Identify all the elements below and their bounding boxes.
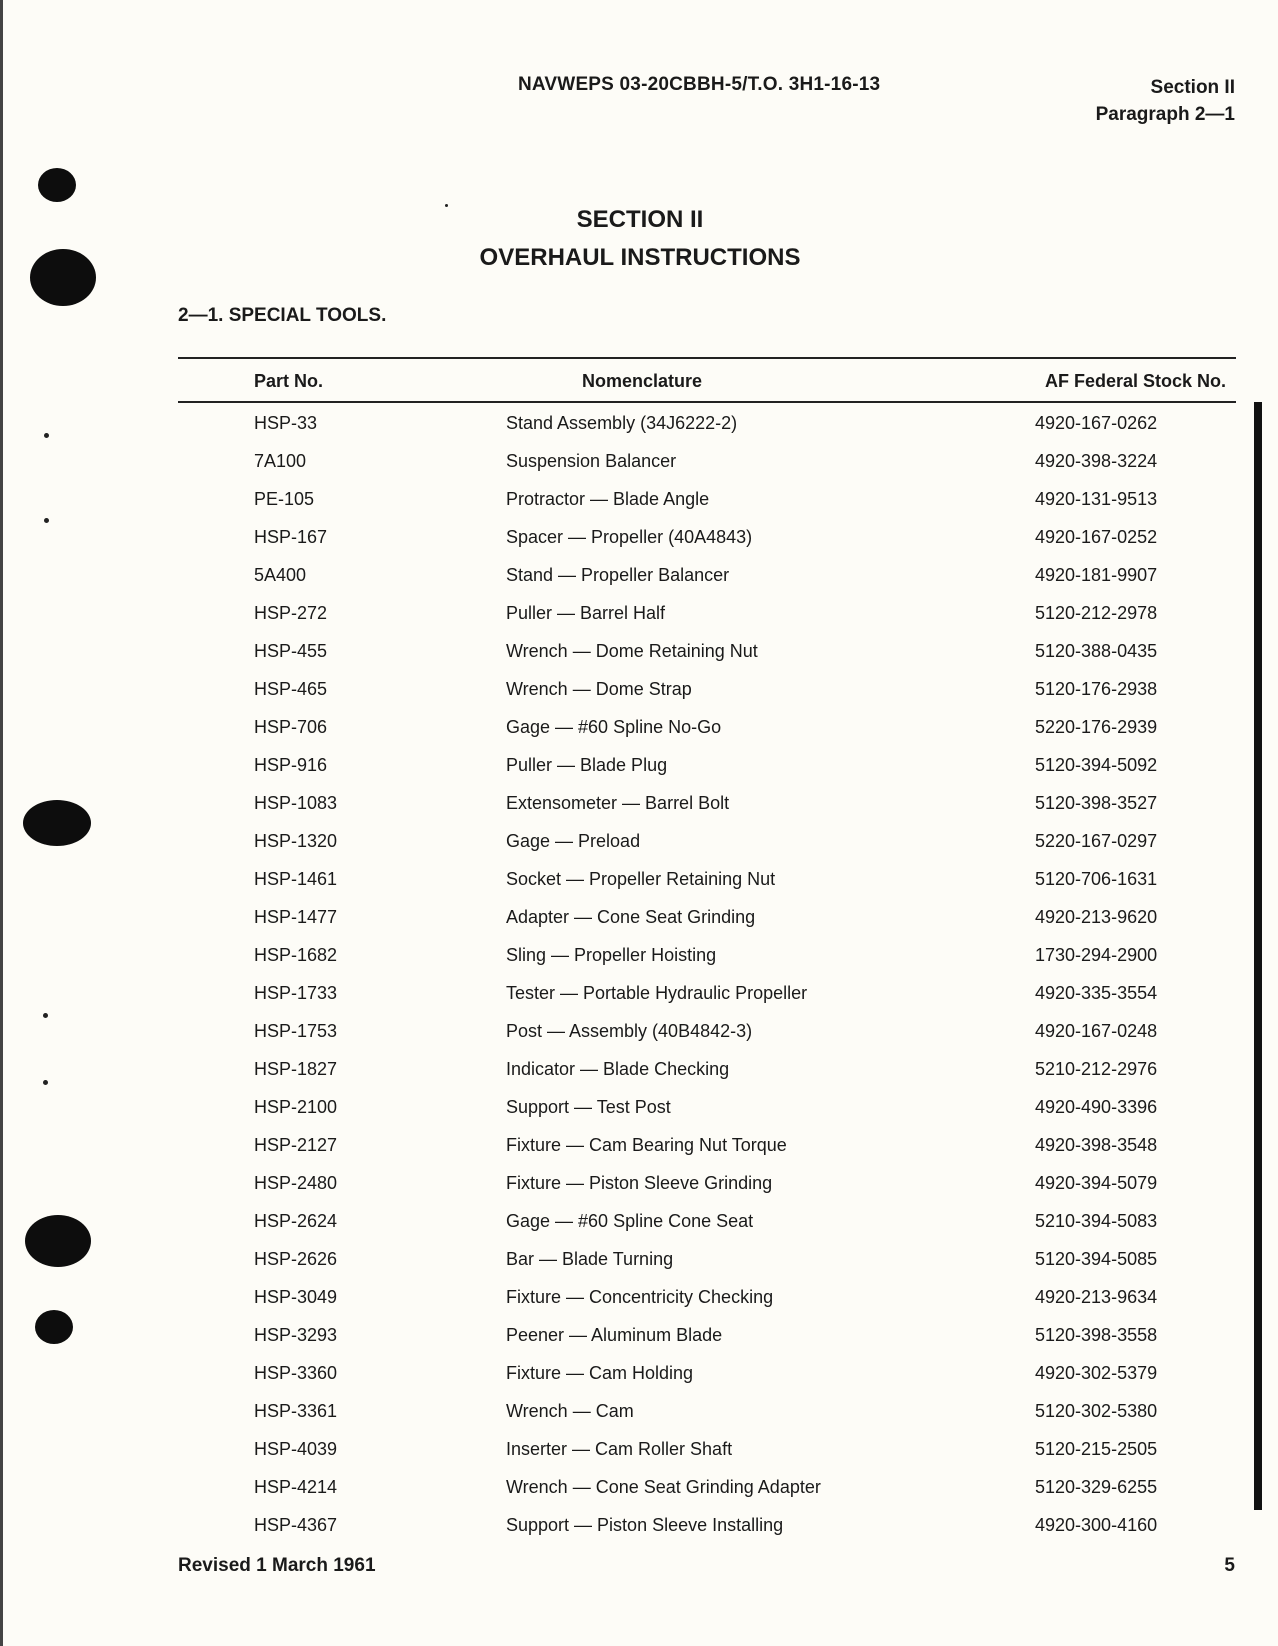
table-row	[178, 1325, 1236, 1363]
nomenclature: Sling — Propeller Hoisting	[506, 945, 717, 965]
section-label: Section II	[1150, 77, 1235, 98]
table-row	[178, 413, 1236, 451]
nomenclature: Fixture — Cam Holding	[506, 1363, 694, 1383]
part-number: HSP-4367	[254, 1515, 338, 1535]
nomenclature: Socket — Propeller Retaining Nut	[506, 869, 776, 889]
part-number: HSP-706	[254, 717, 328, 737]
stock-number: 4920-167-0248	[1035, 1021, 1158, 1041]
nomenclature: Gage — Preload	[506, 831, 641, 851]
stock-number: 4920-335-3554	[1035, 983, 1158, 1003]
part-number: HSP-3049	[254, 1287, 338, 1307]
nomenclature: Stand Assembly (34J6222-2)	[506, 413, 738, 433]
stock-number: 5120-212-2978	[1035, 603, 1158, 623]
document-number: NAVWEPS 03-20CBBH-5/T.O. 3H1-16-13	[518, 74, 881, 95]
table-row	[178, 1363, 1236, 1401]
nomenclature: Wrench — Cam	[506, 1401, 634, 1421]
stock-number: 4920-213-9634	[1035, 1287, 1158, 1307]
table-row	[178, 1211, 1236, 1249]
part-number: HSP-1753	[254, 1021, 338, 1041]
part-number: HSP-3293	[254, 1325, 338, 1345]
nomenclature: Puller — Blade Plug	[506, 755, 668, 775]
stock-number: 5210-212-2976	[1035, 1059, 1158, 1079]
table-header	[178, 359, 1236, 401]
part-number: HSP-1461	[254, 869, 338, 889]
stock-number: 5220-176-2939	[1035, 717, 1158, 737]
punch-hole-icon	[38, 168, 76, 202]
nomenclature: Peener — Aluminum Blade	[506, 1325, 723, 1345]
table-row	[178, 1401, 1236, 1439]
part-number: HSP-33	[254, 413, 318, 433]
nomenclature: Stand — Propeller Balancer	[506, 565, 730, 585]
speck-mark	[44, 518, 49, 523]
stock-number: 5120-176-2938	[1035, 679, 1158, 699]
part-number: HSP-916	[254, 755, 328, 775]
part-number: PE-105	[254, 489, 315, 509]
part-number: 7A100	[254, 451, 307, 471]
column-header-nomenclature: Nomenclature	[582, 371, 703, 391]
table-row	[178, 1249, 1236, 1287]
table-row	[178, 1287, 1236, 1325]
part-number: HSP-1320	[254, 831, 338, 851]
table-row	[178, 1135, 1236, 1173]
nomenclature: Fixture — Piston Sleeve Grinding	[506, 1173, 773, 1193]
stock-number: 5120-398-3558	[1035, 1325, 1158, 1345]
part-number: HSP-3361	[254, 1401, 338, 1421]
table-row	[178, 1097, 1236, 1135]
table-row	[178, 641, 1236, 679]
stock-number: 5120-706-1631	[1035, 869, 1158, 889]
part-number: HSP-4214	[254, 1477, 338, 1497]
table-row	[178, 1021, 1236, 1059]
nomenclature: Extensometer — Barrel Bolt	[506, 793, 730, 813]
page-number: 5	[1224, 1555, 1235, 1576]
part-number: HSP-272	[254, 603, 328, 623]
table-row	[178, 755, 1236, 793]
special-tools-table	[178, 357, 1236, 1553]
nomenclature: Bar — Blade Turning	[506, 1249, 674, 1269]
stock-number: 4920-394-5079	[1035, 1173, 1158, 1193]
stock-number: 5120-394-5092	[1035, 755, 1158, 775]
part-number: HSP-465	[254, 679, 328, 699]
part-number: HSP-2127	[254, 1135, 338, 1155]
table-row	[178, 717, 1236, 755]
part-number: HSP-455	[254, 641, 328, 661]
nomenclature: Fixture — Cam Bearing Nut Torque	[506, 1135, 787, 1155]
revision-date: Revised 1 March 1961	[178, 1555, 376, 1576]
nomenclature: Support — Test Post	[506, 1097, 671, 1117]
revision-change-bar	[1254, 402, 1262, 1510]
nomenclature: Wrench — Dome Retaining Nut	[506, 641, 758, 661]
stock-number: 4920-490-3396	[1035, 1097, 1158, 1117]
table-row	[178, 489, 1236, 527]
stock-number: 5120-302-5380	[1035, 1401, 1158, 1421]
stock-number: 5120-215-2505	[1035, 1439, 1158, 1459]
part-number: HSP-2100	[254, 1097, 338, 1117]
stock-number: 4920-167-0262	[1035, 413, 1158, 433]
table-row	[178, 945, 1236, 983]
punch-hole-icon	[25, 1215, 91, 1267]
nomenclature: Wrench — Dome Strap	[506, 679, 692, 699]
nomenclature: Spacer — Propeller (40A4843)	[506, 527, 753, 547]
stock-number: 4920-131-9513	[1035, 489, 1158, 509]
nomenclature: Adapter — Cone Seat Grinding	[506, 907, 756, 927]
stock-number: 5120-394-5085	[1035, 1249, 1158, 1269]
nomenclature: Suspension Balancer	[506, 451, 677, 471]
stock-number: 4920-213-9620	[1035, 907, 1158, 927]
nomenclature: Gage — #60 Spline No-Go	[506, 717, 722, 737]
stock-number: 4920-398-3548	[1035, 1135, 1158, 1155]
table-row	[178, 1439, 1236, 1477]
speck-mark	[43, 1080, 48, 1085]
nomenclature: Puller — Barrel Half	[506, 603, 666, 623]
table-row	[178, 565, 1236, 603]
stock-number: 5220-167-0297	[1035, 831, 1158, 851]
nomenclature: Indicator — Blade Checking	[506, 1059, 730, 1079]
part-number: HSP-1682	[254, 945, 338, 965]
nomenclature: Inserter — Cam Roller Shaft	[506, 1439, 733, 1459]
page-edge	[0, 0, 3, 1646]
stock-number: 4920-181-9907	[1035, 565, 1158, 585]
stock-number: 4920-167-0252	[1035, 527, 1158, 547]
nomenclature: Fixture — Concentricity Checking	[506, 1287, 774, 1307]
stock-number: 5120-388-0435	[1035, 641, 1158, 661]
stock-number: 5120-398-3527	[1035, 793, 1158, 813]
section-reference	[1096, 74, 1235, 128]
part-number: HSP-3360	[254, 1363, 338, 1383]
section-name-title: OVERHAUL INSTRUCTIONS	[479, 244, 801, 271]
speck-mark	[44, 433, 49, 438]
part-number: HSP-167	[254, 527, 328, 547]
part-number: HSP-1827	[254, 1059, 338, 1079]
part-number: HSP-4039	[254, 1439, 338, 1459]
nomenclature: Tester — Portable Hydraulic Propeller	[506, 983, 808, 1003]
table-row	[178, 451, 1236, 489]
paragraph-label: Paragraph 2—1	[1095, 104, 1235, 125]
table-row	[178, 1515, 1236, 1553]
stock-number: 4920-398-3224	[1035, 451, 1158, 471]
table-row	[178, 869, 1236, 907]
table-row	[178, 1173, 1236, 1211]
nomenclature: Post — Assembly (40B4842-3)	[506, 1021, 753, 1041]
section-number-title: SECTION II	[576, 206, 704, 233]
stock-number: 1730-294-2900	[1035, 945, 1158, 965]
stock-number: 4920-302-5379	[1035, 1363, 1158, 1383]
nomenclature: Wrench — Cone Seat Grinding Adapter	[506, 1477, 821, 1497]
nomenclature: Gage — #60 Spline Cone Seat	[506, 1211, 754, 1231]
table-row	[178, 527, 1236, 565]
part-number: HSP-2624	[254, 1211, 338, 1231]
nomenclature: Protractor — Blade Angle	[506, 489, 710, 509]
paragraph-heading: 2—1. SPECIAL TOOLS.	[178, 305, 387, 326]
table-row	[178, 983, 1236, 1021]
punch-hole-icon	[35, 1310, 73, 1344]
speck-mark	[43, 1013, 48, 1018]
nomenclature: Support — Piston Sleeve Installing	[506, 1515, 784, 1535]
part-number: HSP-1733	[254, 983, 338, 1003]
table-row	[178, 793, 1236, 831]
table-row	[178, 907, 1236, 945]
table-row	[178, 679, 1236, 717]
stock-number: 5120-329-6255	[1035, 1477, 1158, 1497]
stock-number: 5210-394-5083	[1035, 1211, 1158, 1231]
table-row	[178, 1477, 1236, 1515]
punch-hole-icon	[23, 800, 91, 846]
part-number: HSP-2480	[254, 1173, 338, 1193]
table-body	[178, 403, 1236, 1553]
table-row	[178, 831, 1236, 869]
part-number: HSP-1083	[254, 793, 338, 813]
table-row	[178, 1059, 1236, 1097]
column-header-part-no: Part No.	[254, 371, 324, 391]
part-number: 5A400	[254, 565, 307, 585]
part-number: HSP-1477	[254, 907, 338, 927]
part-number: HSP-2626	[254, 1249, 338, 1269]
table-row	[178, 603, 1236, 641]
stock-number: 4920-300-4160	[1035, 1515, 1158, 1535]
column-header-stock-no: AF Federal Stock No.	[1044, 371, 1226, 391]
